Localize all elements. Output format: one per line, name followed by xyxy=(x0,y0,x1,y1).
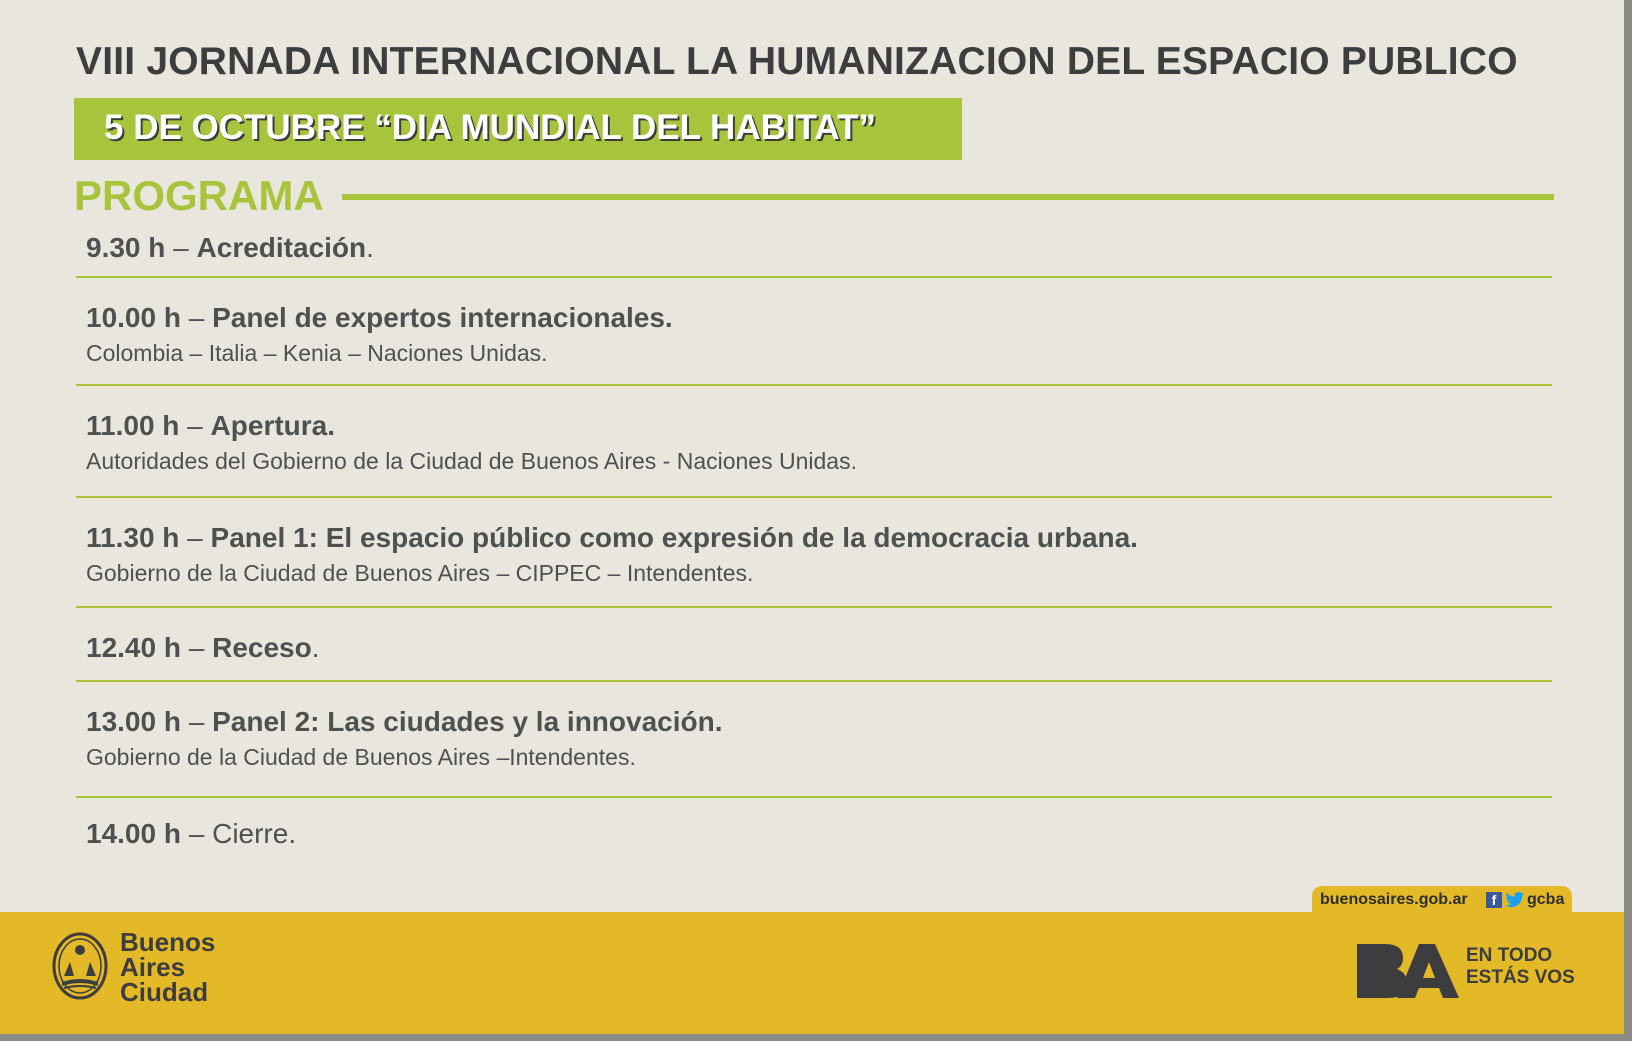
schedule-list xyxy=(76,228,1552,868)
schedule-item xyxy=(76,228,1552,276)
buenos-aires-ciudad-logo-text xyxy=(120,927,216,1007)
item-description: Gobierno de la Ciudad de Buenos Aires –Intendentes. xyxy=(86,744,636,770)
item-time: 11.00 h xyxy=(86,410,180,441)
item-title: Panel 2: Las ciudades y la innovación. xyxy=(212,706,723,737)
item-time: 13.00 h xyxy=(86,706,181,737)
item-separator: – xyxy=(180,302,213,333)
item-time: 11.30 h xyxy=(86,522,180,553)
twitter-icon[interactable] xyxy=(1505,891,1525,909)
schedule-item xyxy=(76,682,1552,796)
item-suffix: Cierre. xyxy=(212,818,297,849)
item-suffix: . xyxy=(366,232,374,263)
ba-logo-icon xyxy=(1357,940,1459,1000)
item-title: Acreditación xyxy=(196,232,367,263)
item-time: 14.00 h xyxy=(86,818,181,849)
date-banner xyxy=(74,98,962,160)
item-separator: – xyxy=(179,522,211,553)
city-seal-icon xyxy=(52,932,108,1000)
programa-heading: PROGRAMA xyxy=(74,172,324,219)
item-separator: – xyxy=(180,706,213,737)
item-title: Panel 1: El espacio público como expresión de la democracia urbana. xyxy=(210,522,1138,553)
item-description: Colombia – Italia – Kenia – Naciones Unidas. xyxy=(86,340,548,366)
facebook-icon[interactable]: f xyxy=(1486,892,1502,908)
logo-line: Ciudad xyxy=(120,977,209,1007)
tagline-line: EN TODO xyxy=(1466,945,1553,966)
website-url[interactable]: buenosaires.gob.ar xyxy=(1320,891,1468,908)
programa-rule xyxy=(342,194,1554,200)
social-handle[interactable]: gcba xyxy=(1527,891,1565,908)
item-time: 12.40 h xyxy=(86,632,181,663)
item-title: Receso xyxy=(212,632,312,663)
event-title: VIII JORNADA INTERNACIONAL LA HUMANIZACION DEL ESPACIO PUBLICO xyxy=(76,40,1518,83)
tagline xyxy=(1466,945,1575,989)
logo-line: Aires xyxy=(120,952,186,982)
item-title: Panel de expertos internacionales. xyxy=(212,302,673,333)
item-suffix: . xyxy=(311,632,320,663)
item-time: 9.30 h xyxy=(86,232,166,263)
schedule-item xyxy=(76,386,1552,496)
schedule-item xyxy=(76,608,1552,680)
schedule-item xyxy=(76,278,1552,384)
logo-line: Buenos xyxy=(120,927,216,957)
schedule-item xyxy=(76,498,1552,606)
item-time: 10.00 h xyxy=(86,302,181,333)
item-description: Autoridades del Gobierno de la Ciudad de Buenos Aires - Naciones Unidas. xyxy=(86,448,857,474)
schedule-item xyxy=(76,798,1552,868)
item-separator: – xyxy=(180,632,213,663)
item-separator: – xyxy=(179,410,211,441)
item-separator: – xyxy=(180,818,213,849)
item-separator: – xyxy=(165,232,197,263)
item-title: Apertura. xyxy=(210,410,336,441)
tagline-line: ESTÁS VOS xyxy=(1466,967,1575,988)
item-description: Gobierno de la Ciudad de Buenos Aires – CIPPEC – Intendentes. xyxy=(86,560,754,586)
date-banner-text: 5 DE OCTUBRE “DIA MUNDIAL DEL HABITAT” xyxy=(104,108,876,147)
